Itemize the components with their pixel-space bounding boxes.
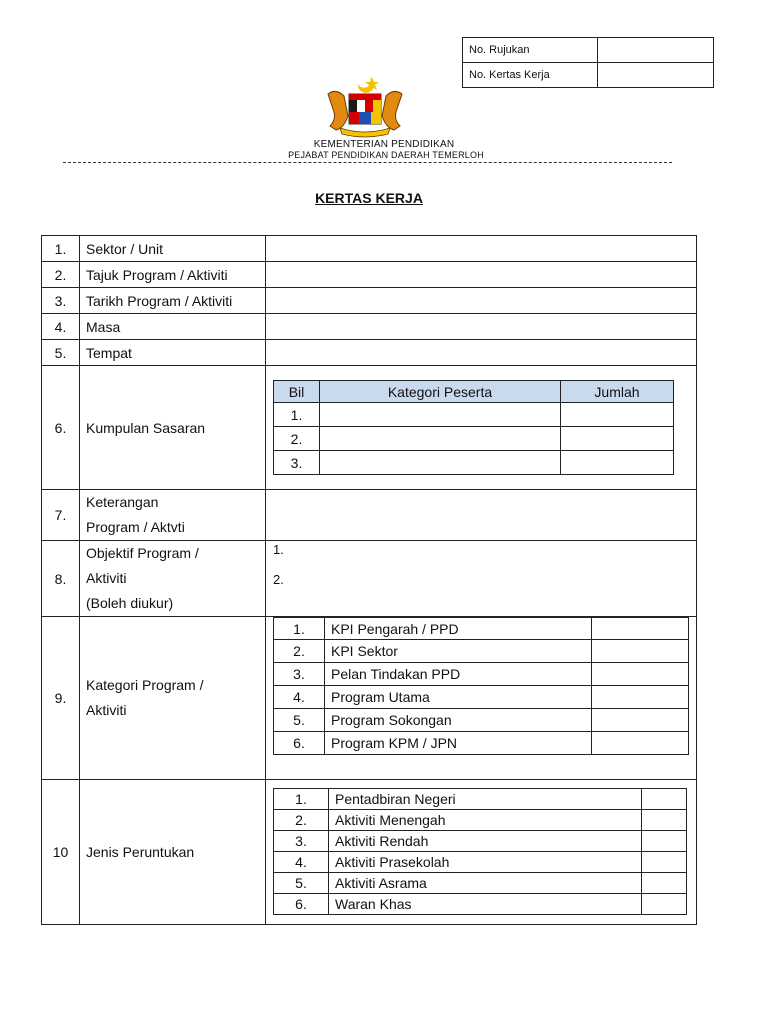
form-row-target-group [42,366,697,490]
col-header-bil: Bil [274,381,320,403]
row-index: 2. [274,427,320,451]
table-row [274,403,674,427]
reference-row [463,63,714,88]
ministry-name: KEMENTERIAN PENDIDIKAN [313,139,455,150]
participant-total-field[interactable] [561,403,674,427]
form-table [41,235,697,925]
item-checkbox[interactable] [592,663,689,686]
participant-total-field[interactable] [561,427,674,451]
participant-category-field[interactable] [320,451,561,475]
list-item [274,663,689,686]
row-label: Jenis Peruntukan [80,780,266,925]
item-label: Pelan Tindakan PPD [325,663,592,686]
document-title: KERTAS KERJA [315,190,423,206]
dashed-divider [63,162,672,163]
row-number: 8. [42,541,80,617]
row-number: 1. [42,236,80,262]
form-row-program-category [42,617,697,780]
item-checkbox[interactable] [592,686,689,709]
description-field[interactable] [266,490,697,541]
item-checkbox[interactable] [642,894,687,915]
venue-field[interactable] [266,340,697,366]
row-number: 9. [42,617,80,780]
form-row-description [42,490,697,541]
item-checkbox[interactable] [592,732,689,755]
row-label: Tajuk Program / Aktiviti [80,262,266,288]
col-header-total: Jumlah [561,381,674,403]
list-item [274,873,687,894]
row-number: 3. [42,288,80,314]
participant-category-field[interactable] [320,403,561,427]
allocation-type-cell [266,780,697,925]
program-category-cell [266,617,697,780]
item-label: Program Utama [325,686,592,709]
row-index: 3. [274,451,320,475]
item-number: 2. [274,640,325,663]
list-item: 1. [273,542,284,557]
form-row-date [42,288,697,314]
participant-category-field[interactable] [320,427,561,451]
coat-of-arms-icon [322,74,408,138]
item-number: 5. [274,709,325,732]
list-item [274,618,689,640]
item-number: 5. [274,873,329,894]
item-label: Waran Khas [329,894,642,915]
program-date-field[interactable] [266,288,697,314]
list-item [274,852,687,873]
form-row-allocation-type [42,780,697,925]
item-checkbox[interactable] [642,873,687,894]
objectives-field[interactable] [266,541,697,617]
table-row [274,427,674,451]
item-number: 1. [274,789,329,810]
row-index: 1. [274,403,320,427]
form-row-time [42,314,697,340]
row-number: 6. [42,366,80,490]
row-number: 7. [42,490,80,541]
form-row-title [42,262,697,288]
paper-number-label: No. Kertas Kerja [463,63,598,88]
row-label [80,541,266,617]
row-number: 4. [42,314,80,340]
target-group-cell [266,366,697,490]
item-label: KPI Sektor [325,640,592,663]
list-item [274,894,687,915]
item-label: Aktiviti Asrama [329,873,642,894]
item-checkbox[interactable] [592,709,689,732]
table-row [274,451,674,475]
item-checkbox[interactable] [642,810,687,831]
row-label-line: Program / Aktvti [86,519,185,535]
row-number: 5. [42,340,80,366]
item-number: 4. [274,852,329,873]
item-checkbox[interactable] [642,789,687,810]
row-label: Tempat [80,340,266,366]
reference-label: No. Rujukan [463,38,598,63]
row-label: Kumpulan Sasaran [80,366,266,490]
list-item [274,810,687,831]
item-label: KPI Pengarah / PPD [325,618,592,640]
list-item [274,686,689,709]
reference-number-field[interactable] [598,38,714,63]
row-label-line: Objektif Program / [86,545,199,561]
item-label: Pentadbiran Negeri [329,789,642,810]
office-name: PEJABAT PENDIDIKAN DAERAH TEMERLOH [288,150,484,160]
item-number: 1. [274,618,325,640]
item-label: Program Sokongan [325,709,592,732]
participant-table [273,380,674,475]
item-label: Aktiviti Prasekolah [329,852,642,873]
row-label [80,617,266,780]
item-checkbox[interactable] [642,852,687,873]
row-label-line: (Boleh diukur) [86,595,174,611]
form-row-sector [42,236,697,262]
reference-box [462,37,714,88]
form-row-venue [42,340,697,366]
row-label: Masa [80,314,266,340]
form-row-objectives [42,541,697,617]
row-label: Tarikh Program / Aktiviti [80,288,266,314]
row-label-line: Kategori Program / [86,677,204,693]
list-item [274,831,687,852]
item-number: 3. [274,831,329,852]
col-header-category: Kategori Peserta [320,381,561,403]
list-item [274,732,689,755]
item-label: Aktiviti Menengah [329,810,642,831]
item-label: Aktiviti Rendah [329,831,642,852]
row-number: 2. [42,262,80,288]
program-title-field[interactable] [266,262,697,288]
row-label-line: Keterangan [86,494,159,510]
allocation-type-list [273,788,687,915]
item-number: 6. [274,894,329,915]
list-item [274,709,689,732]
row-label-line: Aktiviti [86,570,127,586]
item-checkbox[interactable] [642,831,687,852]
row-label-line: Aktiviti [86,702,127,718]
row-number: 10 [42,780,80,925]
item-checkbox[interactable] [592,618,689,640]
list-item [274,789,687,810]
item-label: Program KPM / JPN [325,732,592,755]
paper-number-field[interactable] [598,63,714,88]
item-checkbox[interactable] [592,640,689,663]
list-item [274,640,689,663]
participant-total-field[interactable] [561,451,674,475]
item-number: 3. [274,663,325,686]
row-label: Sektor / Unit [80,236,266,262]
list-item: 2. [273,572,284,587]
participant-table-header [274,381,674,403]
program-category-list [273,617,689,755]
item-number: 6. [274,732,325,755]
reference-row [463,38,714,63]
sector-field[interactable] [266,236,697,262]
item-number: 2. [274,810,329,831]
time-field[interactable] [266,314,697,340]
row-label [80,490,266,541]
item-number: 4. [274,686,325,709]
